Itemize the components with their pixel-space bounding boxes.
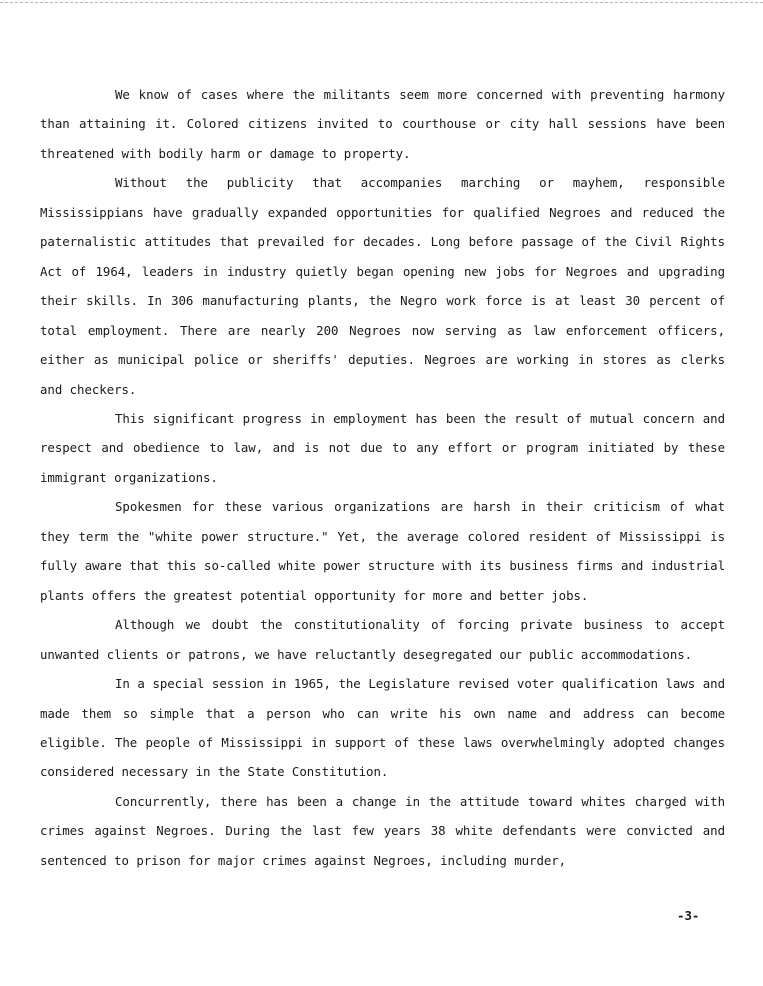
page-number: -3- xyxy=(677,908,700,923)
document-body xyxy=(40,80,725,875)
top-border-rule xyxy=(0,2,763,3)
paragraph-2: Without the publicity that accompanies marching or mayhem, responsible Mississippians have gradually expanded opportunities for qualified Negroes and reduced the paternalistic attitudes that prevailed for decades. Long before passage of the Civil Rights Act of 1964, leaders in industry quietly began opening new jobs for Negroes and upgrading their skills. In 306 manufacturing plants, the Negro work force is at least 30 percent of total employment. There are nearly 200 Negroes now serving as law enforcement officers, either as municipal police or sheriffs' deputies. Negroes are working in stores as clerks and checkers. xyxy=(40,175,725,397)
paragraph-4: Spokesmen for these various organizations are harsh in their criticism of what they term the "white power structure." Yet, the average colored resident of Mississippi is fully aware that this so-called white power structure with its business firms and industrial plants offers the greatest potential opportunity for more and better jobs. xyxy=(40,499,725,603)
paragraph-7: Concurrently, there has been a change in the attitude toward whites charged with crimes against Negroes. During the last few years 38 white defendants were convicted and sentenced to prison for major crimes against Negroes, including murder, xyxy=(40,793,725,868)
paragraph-1: We know of cases where the militants seem more concerned with preventing harmony than attaining it. Colored citizens invited to courthouse or city hall sessions have been threatened with bodily harm or damage to property. xyxy=(40,87,725,161)
paragraph-5: Although we doubt the constitutionality of forcing private business to accept unwanted clients or patrons, we have reluctantly desegregated our public accommodations. xyxy=(40,617,725,662)
paragraph-6: In a special session in 1965, the Legislature revised voter qualification laws and made them so simple that a person who can write his own name and address can become eligible. The people of Mississippi in support of these laws overwhelmingly adopted changes considered necessary in the State Constitution. xyxy=(40,676,725,780)
paragraph-3: This significant progress in employment has been the result of mutual concern and respect and obedience to law, and is not due to any effort or program initiated by these immigrant organizations. xyxy=(40,410,725,485)
